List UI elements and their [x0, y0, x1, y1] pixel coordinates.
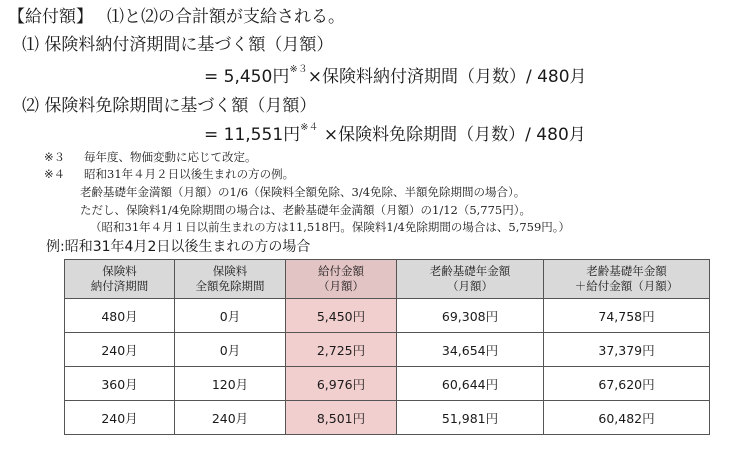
header-paid-period: 保険料 納付済期間 [65, 260, 175, 299]
header-basic-pension: 老齢基礎年金額 （月額） [397, 260, 544, 299]
section1-title: ⑴ 保険料納付済期間に基づく額（月額） [22, 35, 334, 55]
section2-title: ⑵ 保険料免除期間に基づく額（月額） [22, 96, 317, 116]
footnote-3 [44, 149, 257, 165]
example-label: 例:昭和31年4月2日以後生まれの方の場合 [46, 239, 311, 255]
cell-basic-pension: 51,981円 [397, 401, 544, 435]
cell-basic-pension: 69,308円 [397, 299, 544, 333]
cell-basic-pension: 60,644円 [397, 367, 544, 401]
cell-benefit-amount: 8,501円 [286, 401, 397, 435]
footnote-4-text: 昭和31年４月２日以後生まれの方の例。 [84, 167, 295, 181]
cell-exempt-period: 0月 [175, 299, 286, 333]
table-row [65, 299, 710, 333]
footnote-4 [44, 166, 294, 182]
header-pension-plus-benefit: 老齢基礎年金額 ＋給付金額（月額） [544, 260, 710, 299]
cell-benefit-amount: 2,725円 [286, 333, 397, 367]
cell-basic-pension: 34,654円 [397, 333, 544, 367]
section2-formula [204, 120, 586, 145]
table-header-row [65, 260, 710, 299]
cell-paid-period: 240月 [65, 333, 175, 367]
section1-formula-note: ※３ [289, 64, 308, 75]
cell-exempt-period: 240月 [175, 401, 286, 435]
cell-exempt-period: 120月 [175, 367, 286, 401]
benefit-table [64, 259, 710, 435]
section1-formula-prefix: = 5,450円 [204, 67, 290, 87]
table-row [65, 367, 710, 401]
cell-total: 67,620円 [544, 367, 710, 401]
footnote-3-mark: ※３ [44, 150, 66, 164]
header-exempt-period: 保険料 全額免除期間 [175, 260, 286, 299]
table-row [65, 333, 710, 367]
footnote-4-line2: 老齢基礎年金満額（月額）の1/6（保険料全額免除、3/4免除、半額免除期間の場合）。 [80, 185, 526, 199]
cell-exempt-period: 0月 [175, 333, 286, 367]
cell-benefit-amount: 6,976円 [286, 367, 397, 401]
header-benefit-amount: 給付金額 （月額） [286, 260, 397, 299]
cell-total: 37,379円 [544, 333, 710, 367]
benefit-heading-label: 【給付額】 [8, 7, 93, 27]
cell-total: 60,482円 [544, 401, 710, 435]
footnote-3-text: 毎年度、物価変動に応じて改定。 [84, 150, 257, 164]
cell-paid-period: 360月 [65, 367, 175, 401]
section2-formula-suffix: ×保険料免除期間（月数）/ 480月 [318, 125, 586, 145]
benefit-heading [8, 2, 345, 27]
cell-benefit-amount: 5,450円 [286, 299, 397, 333]
section1-formula-suffix: ×保険料納付済期間（月数）/ 480月 [307, 67, 587, 87]
section1-formula [204, 62, 587, 87]
section2-formula-prefix: = 11,551円 [204, 125, 301, 145]
cell-paid-period: 240月 [65, 401, 175, 435]
footnote-4-line4: （昭和31年４月１日以前生まれの方は11,518円。保険料1/4免除期間の場合は、5,759円。） [90, 220, 571, 234]
footnote-4-line3: ただし、保険料1/4免除期間の場合は、老齢基礎年金満額（月額）の1/12（5,775円）。 [80, 203, 532, 217]
table-row [65, 401, 710, 435]
cell-paid-period: 480月 [65, 299, 175, 333]
benefit-heading-text: ⑴と⑵の合計額が支給される。 [107, 7, 345, 27]
cell-total: 74,758円 [544, 299, 710, 333]
section2-formula-note: ※４ [300, 122, 319, 133]
footnote-4-mark: ※４ [44, 167, 66, 181]
